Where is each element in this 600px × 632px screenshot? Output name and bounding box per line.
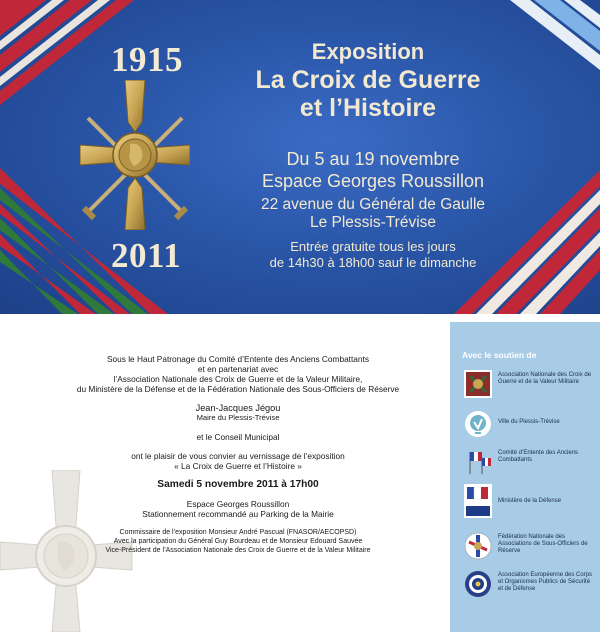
invitation-line-2: « La Croix de Guerre et l’Histoire »: [174, 461, 302, 471]
venue-line-2: Stationnement recommandé au Parking de la Mairie: [142, 509, 334, 519]
sponsor-label: Association Européenne des Corps et Organismes Publics de Sécurité et de Défense: [498, 572, 593, 592]
credit-line-1: Commissaire de l’exposition Monsieur André Pascual (FNASOR/AECOPSD): [119, 529, 357, 536]
sponsor-item: [464, 370, 594, 402]
credit-line-2: Avec la participation du Général Guy Bourdeau et de Monsieur Edouard Sauvée: [113, 538, 363, 545]
entry-line-2: de 14h30 à 18h00 sauf le dimanche: [269, 255, 477, 270]
sponsor-label: Comité d’Entente des Anciens Combattants: [498, 450, 579, 463]
invitation-line-1: ont le plaisir de vous convier au vernissage de l’exposition: [131, 451, 345, 461]
support-panel: [450, 322, 600, 632]
exhibition-dates: [258, 148, 488, 192]
association-line: l’Association Nationale des Croix de Guerre et de la Valeur Militaire,: [113, 374, 363, 384]
council-line: et le Conseil Municipal: [196, 432, 280, 442]
entry-info: [258, 239, 488, 271]
host-name: Jean-Jacques Jégou: [195, 403, 281, 413]
croix-guerre-association-logo-icon: [464, 370, 492, 398]
exhibition-address: [258, 196, 488, 232]
title-line-1: Exposition: [311, 39, 425, 64]
partnership-line: et en partenariat avec: [197, 364, 279, 374]
year-end: 2011: [111, 236, 182, 275]
republique-francaise-logo-icon: [464, 484, 492, 518]
ribbon-top-right: [510, 0, 600, 70]
ministry-line: du Ministère de la Défense et de la Fédération Nationale des Sous-Officiers de Réserve: [76, 384, 400, 394]
plessis-trevise-logo-icon: [464, 410, 492, 438]
sponsor-label: Association Nationale des Croix de Guerre et de la Valeur Militaire: [498, 372, 592, 385]
year-start: 1915: [111, 40, 183, 79]
exhibition-banner: [0, 0, 600, 314]
event-date: Samedi 5 novembre 2011 à 17h00: [157, 479, 319, 490]
sponsor-item: [464, 570, 594, 602]
sponsor-item: [464, 448, 594, 480]
dates-line-1: Du 5 au 19 novembre: [286, 149, 460, 169]
address-line-2: Le Plessis-Trévise: [309, 214, 437, 231]
host-title: Maire du Plessis-Trévise: [196, 413, 280, 422]
sponsor-item: [464, 484, 594, 516]
invitation-text: [38, 354, 438, 555]
dates-line-2: Espace Georges Roussillon: [261, 171, 485, 191]
flags-logo-icon: [464, 448, 492, 476]
address-line-1: 22 avenue du Général de Gaulle: [260, 196, 486, 213]
exhibition-title: [240, 38, 496, 122]
entry-line-1: Entrée gratuite tous les jours: [290, 239, 456, 254]
sponsor-label: Fédération Nationale des Associations de Sous-Officiers de Réserve: [498, 534, 588, 554]
fnasor-logo-icon: [464, 532, 492, 560]
croix-de-guerre-medal-icon: [80, 80, 190, 230]
venue-line-1: Espace Georges Roussillon: [186, 499, 290, 509]
sponsor-label: Ministère de la Défense: [498, 498, 562, 504]
sponsor-item: [464, 410, 594, 442]
credit-line-3: Vice-Président de l’Association Nationale des Croix de Guerre et de la Valeur Militaire: [105, 547, 371, 554]
sponsor-label: Ville du Plessis-Trévise: [498, 419, 560, 425]
sponsor-item: [464, 532, 594, 564]
support-title: Avec le soutien de: [462, 350, 537, 360]
patronage-line: Sous le Haut Patronage du Comité d’Entente des Anciens Combattants: [107, 354, 369, 364]
title-line-3: et l’Histoire: [299, 94, 437, 122]
title-line-2: La Croix de Guerre: [255, 66, 481, 94]
aecopsd-logo-icon: [464, 570, 492, 598]
